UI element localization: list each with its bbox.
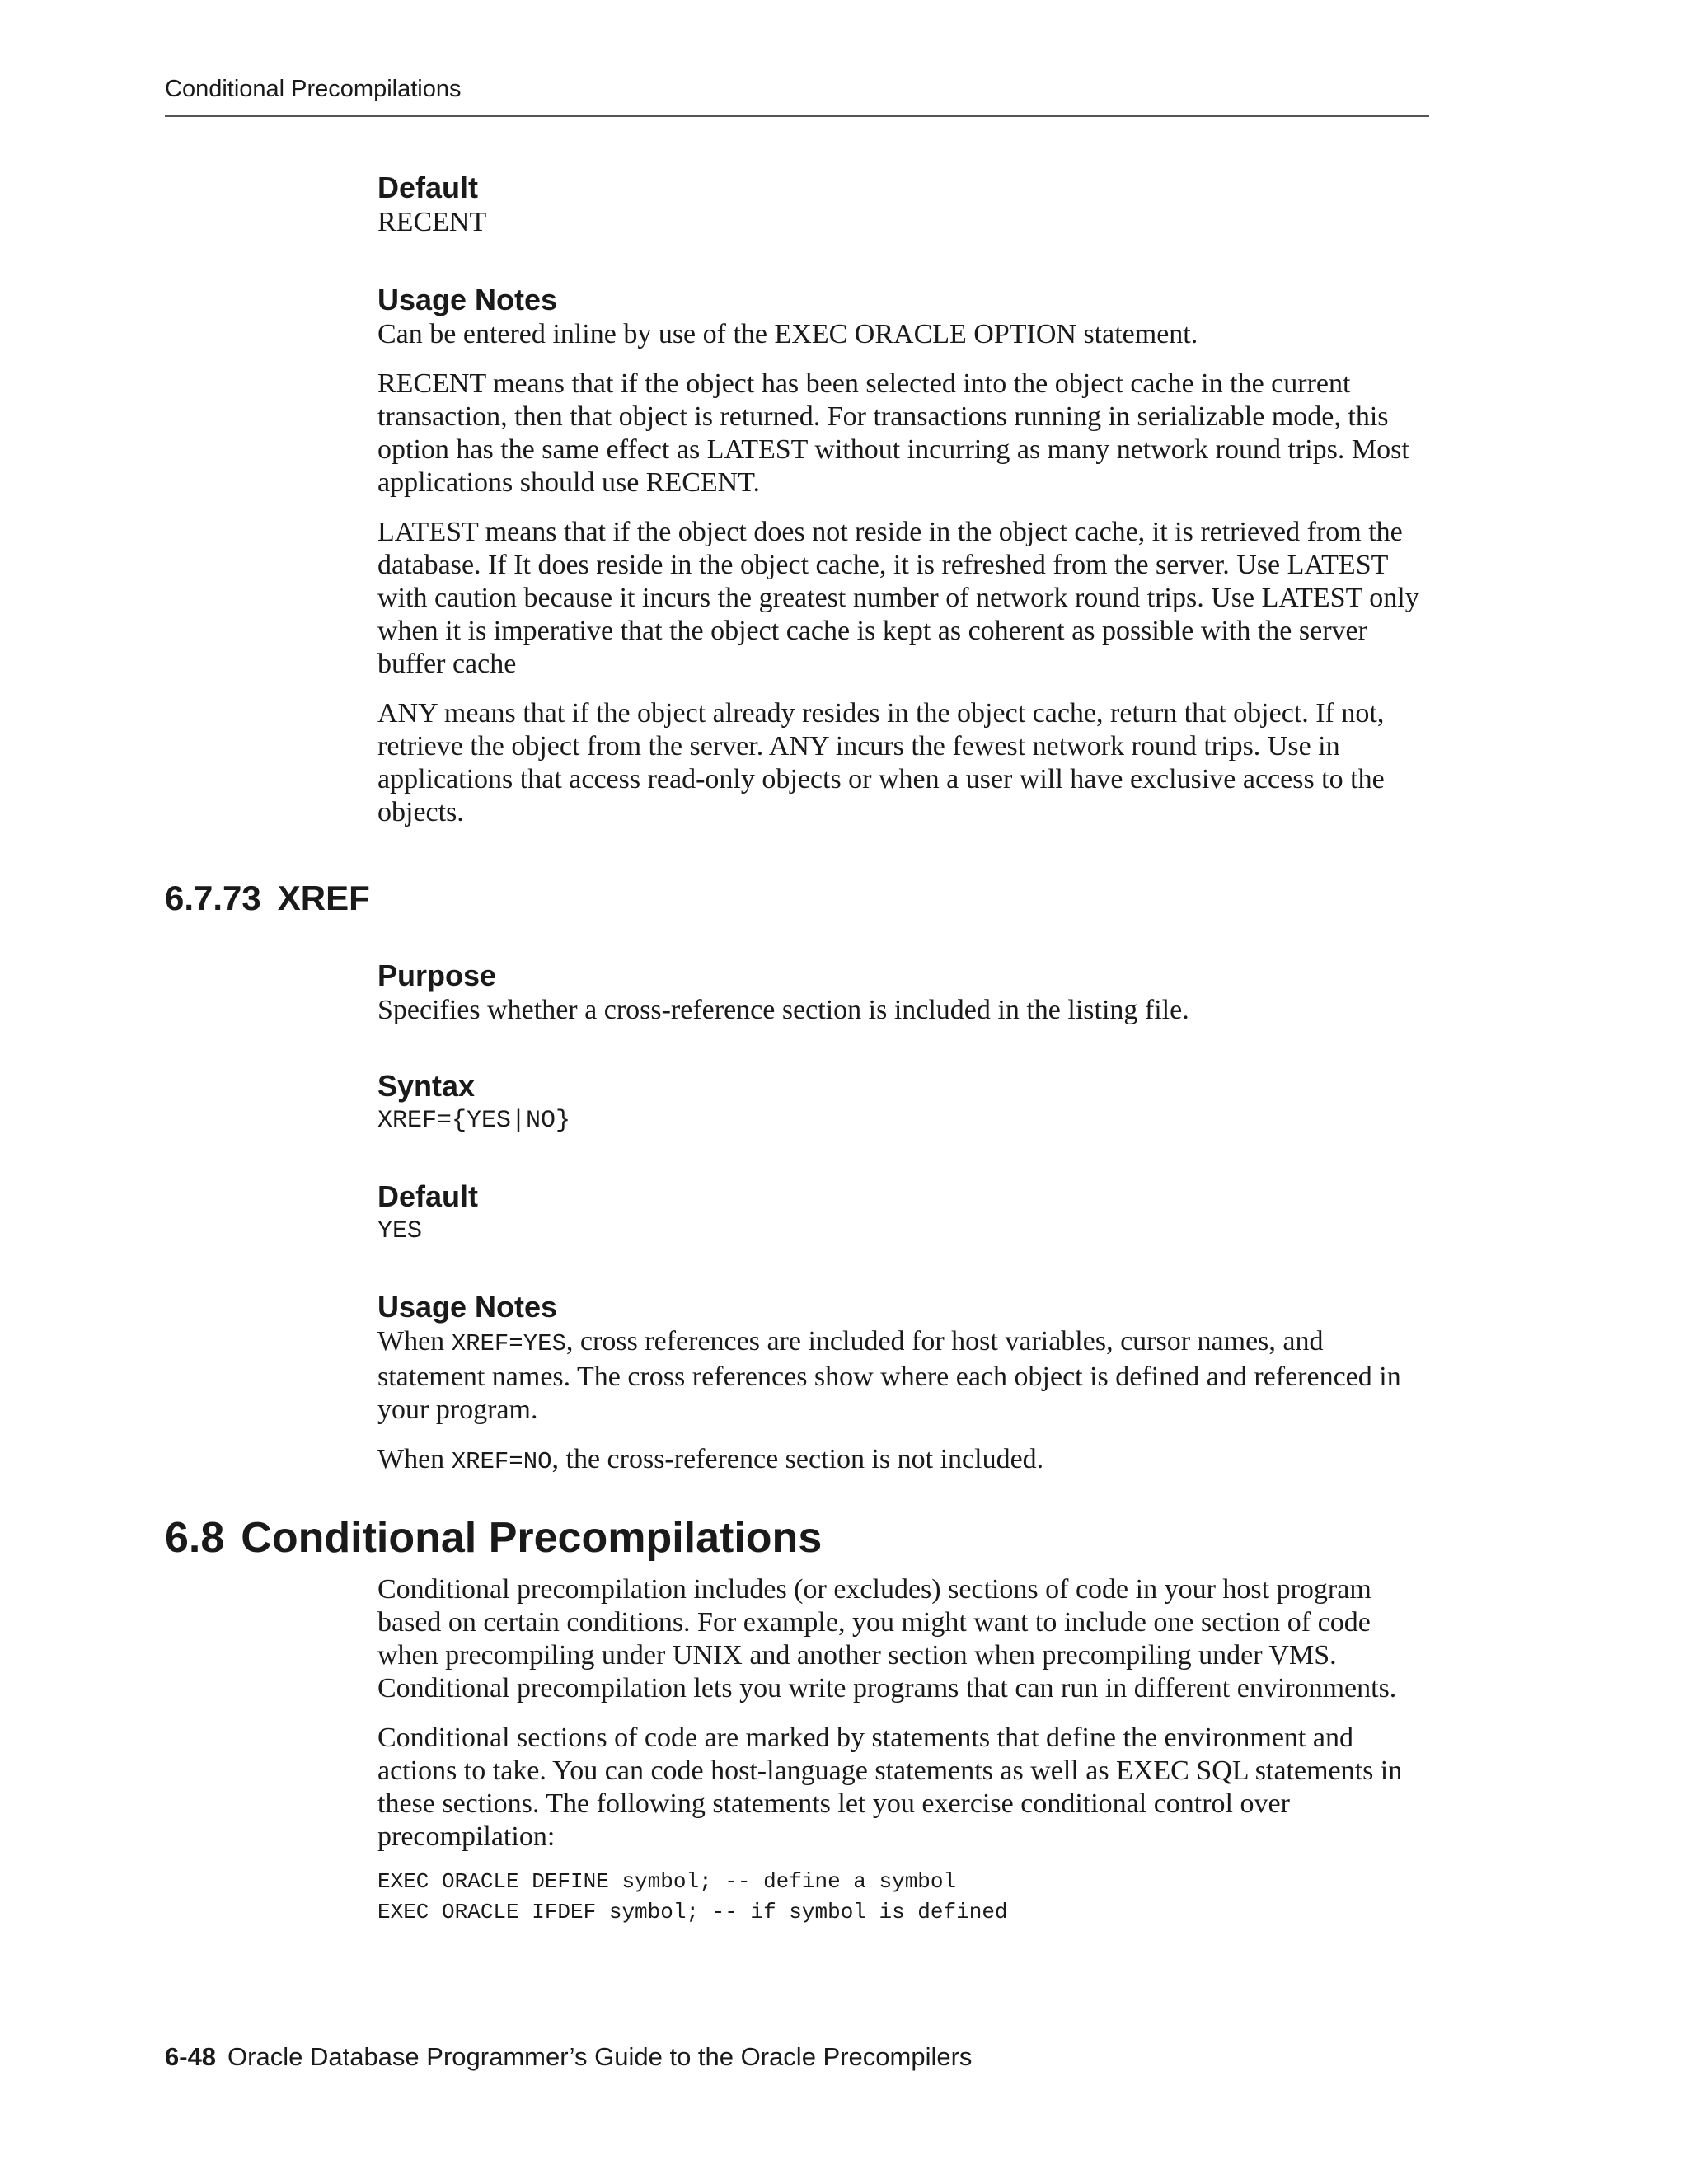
code-block xyxy=(377,1867,1432,1928)
usage-notes-heading: Usage Notes xyxy=(377,283,558,316)
default-heading: Default xyxy=(377,171,479,204)
xref-default-block xyxy=(377,1179,1432,1248)
inline-code: XREF=YES xyxy=(451,1330,566,1357)
body-paragraph: Conditional precompilation includes (or excludes) sections of code in your host program based on certain conditions. For example, you might want to include one section of code when precompiling under UNIX and another section when precompiling under VMS. Conditional precompilation lets you write programs that can run in different environments. xyxy=(377,1574,1397,1704)
text-run: When xyxy=(377,1326,452,1357)
usage-paragraph xyxy=(377,1443,1432,1479)
default-value: RECENT xyxy=(377,207,487,237)
usage-notes-block xyxy=(377,282,1432,829)
header-divider xyxy=(165,115,1429,117)
code-line: EXEC ORACLE DEFINE symbol; -- define a symbol xyxy=(377,1869,957,1894)
section-title: Conditional Precompilations xyxy=(241,1514,823,1562)
section-title: XREF xyxy=(277,879,370,917)
book-title: Oracle Database Programmer’s Guide to the Oracle Precompilers xyxy=(227,2042,973,2071)
usage-notes-heading: Usage Notes xyxy=(377,1290,558,1324)
text-run: , the cross-reference section is not included. xyxy=(551,1444,1044,1474)
usage-paragraph xyxy=(377,1325,1432,1427)
section-number: 6.7.73 xyxy=(165,879,261,917)
section-number: 6.8 xyxy=(165,1514,225,1562)
section-heading-xref xyxy=(165,879,370,918)
page-number: 6-48 xyxy=(165,2042,217,2071)
syntax-code: XREF={YES|NO} xyxy=(377,1107,571,1135)
default-heading: Default xyxy=(377,1179,479,1213)
purpose-heading: Purpose xyxy=(377,958,497,992)
usage-paragraph: Can be entered inline by use of the EXEC ORACLE OPTION statement. xyxy=(377,319,1198,349)
default-block xyxy=(377,170,1432,239)
text-run: When xyxy=(377,1444,452,1474)
default-value: YES xyxy=(377,1217,423,1245)
running-header-title: Conditional Precompilations xyxy=(165,76,462,102)
conditional-body xyxy=(377,1573,1432,1928)
purpose-text: Specifies whether a cross-reference section is included in the listing file. xyxy=(377,995,1189,1025)
code-line: EXEC ORACLE IFDEF symbol; -- if symbol is defined xyxy=(377,1900,1008,1924)
section-heading-conditional xyxy=(165,1513,822,1563)
syntax-block xyxy=(377,1068,1432,1137)
page-footer xyxy=(165,2042,972,2072)
usage-paragraph: LATEST means that if the object does not reside in the object cache, it is retrieved from the database. If It does reside in the object cache, it is refreshed from the server. Use LATEST with caution because it incurs the greatest number of network round trips. Use LATEST only when it is imperative that the object cache is kept as coherent as possible with the server buffer cache xyxy=(377,517,1419,679)
usage-paragraph: ANY means that if the object already resides in the object cache, return that object. If not, retrieve the object from the server. ANY incurs the fewest network round trips. Use in applications that access read-only objects or when a user will have exclusive access to the objects. xyxy=(377,698,1385,827)
usage-paragraph: RECENT means that if the object has been selected into the object cache in the current transaction, then that object is returned. For transactions running in serializable mode, this option has the same effect as LATEST without incurring as many network round trips. Most applications should use RECENT. xyxy=(377,368,1409,498)
syntax-heading: Syntax xyxy=(377,1069,476,1103)
text-run: , cross references are included for host variables, cursor names, and statement names. The cross references show where each object is defined and referenced in your program. xyxy=(377,1326,1401,1425)
purpose-block xyxy=(377,958,1432,1027)
body-paragraph: Conditional sections of code are marked by statements that define the environment and actions to take. You can code host-language statements as well as EXEC SQL statements in these sections. The following statements let you exercise conditional control over precompilation: xyxy=(377,1722,1403,1852)
inline-code: XREF=NO xyxy=(451,1448,552,1475)
xref-usage-block xyxy=(377,1289,1432,1479)
